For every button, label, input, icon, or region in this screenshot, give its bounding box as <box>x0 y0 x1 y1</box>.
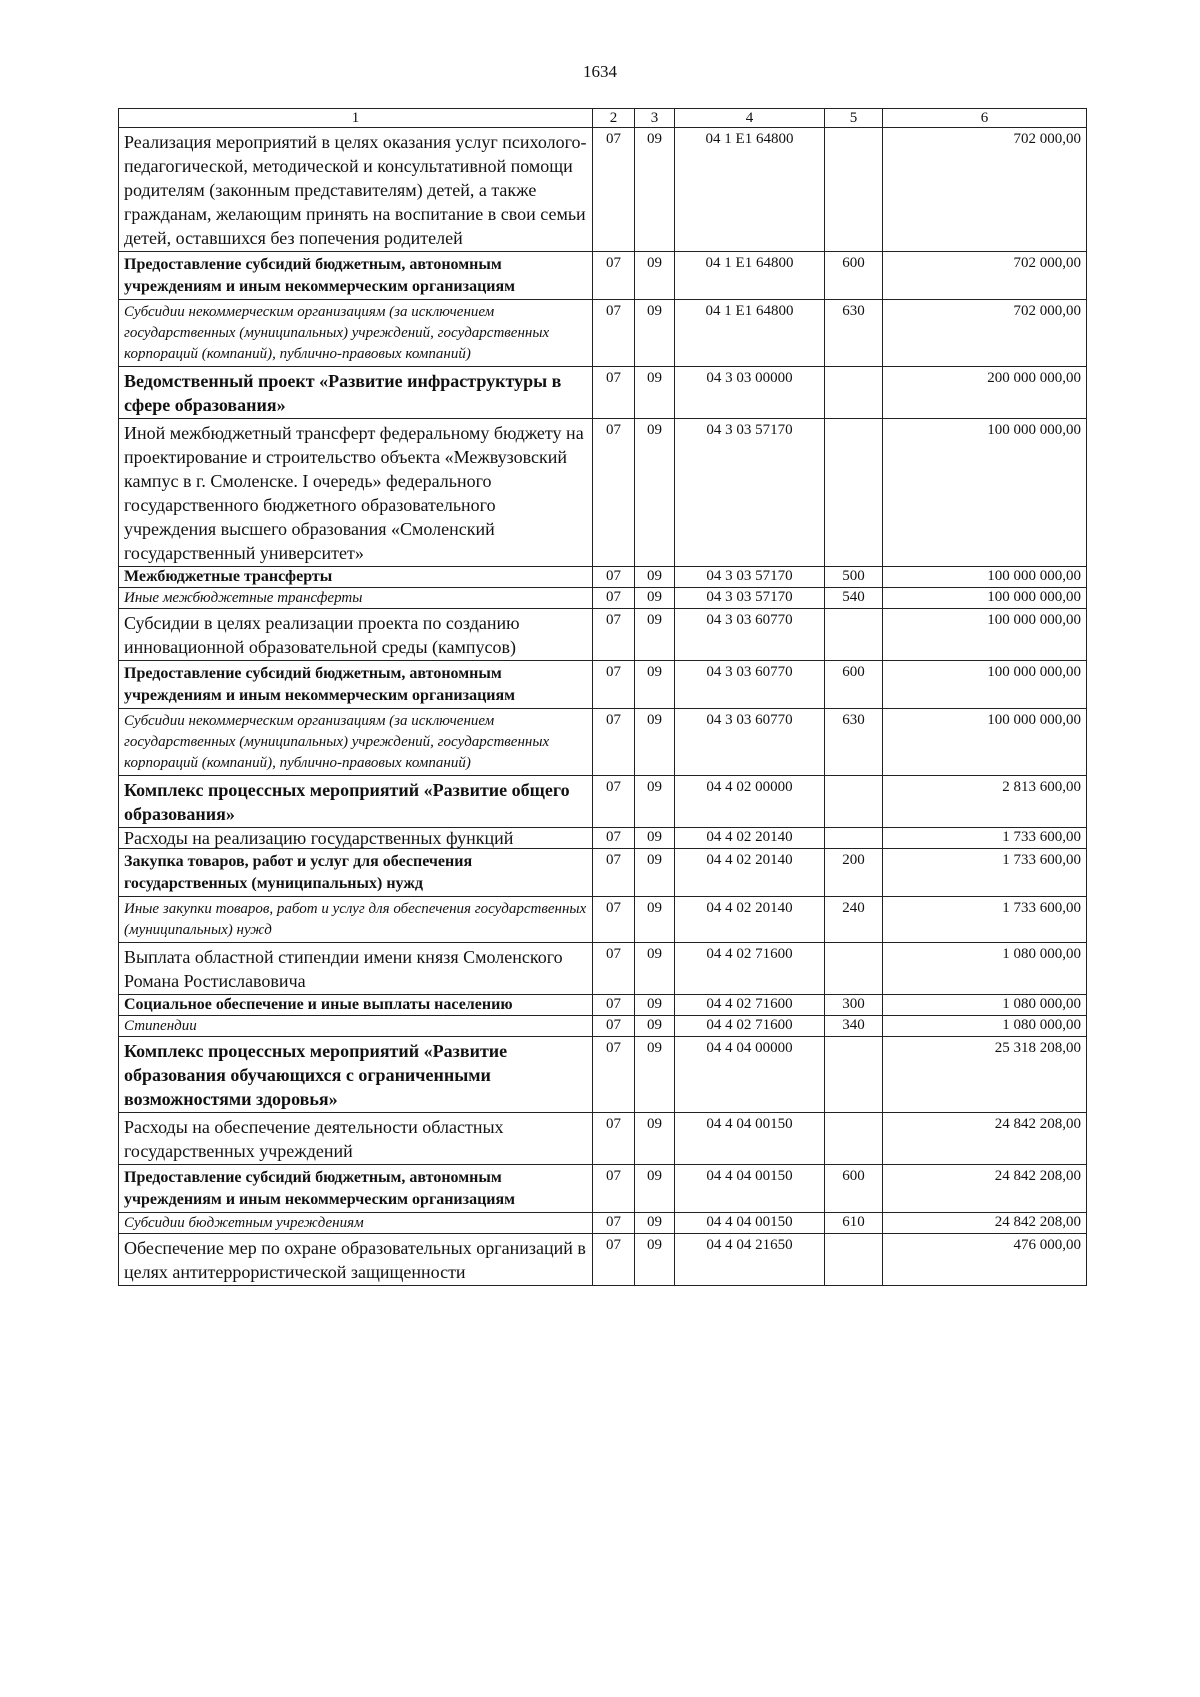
row-target-article: 04 3 03 60770 <box>675 609 825 661</box>
row-expense-type <box>825 943 883 995</box>
table-row <box>119 943 1087 995</box>
row-subsection-code: 09 <box>635 776 675 828</box>
row-target-article: 04 1 E1 64800 <box>675 128 825 252</box>
row-name: Субсидии некоммерческим организациям (за исключением государственных (муниципальных) учреждений, государственных корпораций (компаний), публично-правовых компаний) <box>119 709 593 776</box>
row-name: Субсидии в целях реализации проекта по созданию инновационной образовательной среды (кампусов) <box>119 609 593 661</box>
table-row <box>119 828 1087 849</box>
row-expense-type <box>825 776 883 828</box>
row-subsection-code: 09 <box>635 828 675 849</box>
row-section-code: 07 <box>593 1016 635 1037</box>
row-subsection-code: 09 <box>635 661 675 709</box>
row-name: Предоставление субсидий бюджетным, автономным учреждениям и иным некоммерческим организациям <box>119 1165 593 1213</box>
row-section-code: 07 <box>593 1113 635 1165</box>
row-name: Предоставление субсидий бюджетным, автономным учреждениям и иным некоммерческим организациям <box>119 252 593 300</box>
row-expense-type: 600 <box>825 1165 883 1213</box>
header-cell-6: 6 <box>883 109 1087 128</box>
row-name: Ведомственный проект «Развитие инфраструктуры в сфере образования» <box>119 367 593 419</box>
row-subsection-code: 09 <box>635 128 675 252</box>
row-expense-type: 630 <box>825 300 883 367</box>
row-section-code: 07 <box>593 1037 635 1113</box>
row-name: Комплекс процессных мероприятий «Развитие образования обучающихся с ограниченными возможностями здоровья» <box>119 1037 593 1113</box>
row-amount: 1 080 000,00 <box>883 943 1087 995</box>
table-row <box>119 588 1087 609</box>
row-target-article: 04 4 02 20140 <box>675 849 825 897</box>
row-subsection-code: 09 <box>635 252 675 300</box>
row-target-article: 04 3 03 00000 <box>675 367 825 419</box>
row-section-code: 07 <box>593 776 635 828</box>
row-section-code: 07 <box>593 709 635 776</box>
row-target-article: 04 4 02 71600 <box>675 943 825 995</box>
row-subsection-code: 09 <box>635 897 675 943</box>
row-expense-type <box>825 1037 883 1113</box>
table-row <box>119 609 1087 661</box>
row-expense-type <box>825 1234 883 1286</box>
row-name: Предоставление субсидий бюджетным, автономным учреждениям и иным некоммерческим организациям <box>119 661 593 709</box>
row-target-article: 04 4 02 00000 <box>675 776 825 828</box>
header-cell-2: 2 <box>593 109 635 128</box>
row-subsection-code: 09 <box>635 849 675 897</box>
row-name: Иной межбюджетный трансферт федеральному бюджету на проектирование и строительство объекта «Межвузовский кампус в г. Смоленске. I очередь» федерального государственного бюджетного образовательного учреждения высшего образования «Смоленский государственный университет» <box>119 419 593 567</box>
table-row <box>119 776 1087 828</box>
row-target-article: 04 4 02 20140 <box>675 897 825 943</box>
row-amount: 1 080 000,00 <box>883 995 1087 1016</box>
table-row <box>119 849 1087 897</box>
row-name: Иные межбюджетные трансферты <box>119 588 593 609</box>
table-row <box>119 1165 1087 1213</box>
row-section-code: 07 <box>593 661 635 709</box>
table-row <box>119 128 1087 252</box>
row-target-article: 04 1 E1 64800 <box>675 252 825 300</box>
row-target-article: 04 3 03 57170 <box>675 588 825 609</box>
row-subsection-code: 09 <box>635 1213 675 1234</box>
row-subsection-code: 09 <box>635 1165 675 1213</box>
row-amount: 1 733 600,00 <box>883 828 1087 849</box>
row-subsection-code: 09 <box>635 300 675 367</box>
row-expense-type: 300 <box>825 995 883 1016</box>
header-row <box>119 109 1087 128</box>
row-amount: 25 318 208,00 <box>883 1037 1087 1113</box>
row-expense-type: 200 <box>825 849 883 897</box>
row-amount: 100 000 000,00 <box>883 419 1087 567</box>
row-target-article: 04 4 04 21650 <box>675 1234 825 1286</box>
row-section-code: 07 <box>593 1234 635 1286</box>
row-amount: 2 813 600,00 <box>883 776 1087 828</box>
row-target-article: 04 4 04 00000 <box>675 1037 825 1113</box>
row-subsection-code: 09 <box>635 943 675 995</box>
row-expense-type: 340 <box>825 1016 883 1037</box>
row-section-code: 07 <box>593 419 635 567</box>
row-amount: 100 000 000,00 <box>883 567 1087 588</box>
row-subsection-code: 09 <box>635 609 675 661</box>
header-cell-5: 5 <box>825 109 883 128</box>
table-row <box>119 1213 1087 1234</box>
row-subsection-code: 09 <box>635 588 675 609</box>
row-target-article: 04 4 02 20140 <box>675 828 825 849</box>
row-name: Иные закупки товаров, работ и услуг для обеспечения государственных (муниципальных) нужд <box>119 897 593 943</box>
row-section-code: 07 <box>593 849 635 897</box>
row-section-code: 07 <box>593 828 635 849</box>
row-section-code: 07 <box>593 1165 635 1213</box>
row-amount: 1 733 600,00 <box>883 849 1087 897</box>
table-row <box>119 419 1087 567</box>
row-amount: 24 842 208,00 <box>883 1113 1087 1165</box>
table-body <box>119 109 1087 1286</box>
row-amount: 1 733 600,00 <box>883 897 1087 943</box>
row-subsection-code: 09 <box>635 995 675 1016</box>
row-name: Закупка товаров, работ и услуг для обеспечения государственных (муниципальных) нужд <box>119 849 593 897</box>
table-row <box>119 661 1087 709</box>
row-subsection-code: 09 <box>635 1016 675 1037</box>
row-name: Выплата областной стипендии имени князя Смоленского Романа Ростиславовича <box>119 943 593 995</box>
row-name: Реализация мероприятий в целях оказания услуг психолого-педагогической, методической и консультативной помощи родителям (законным представителям) детей, а также гражданам, желающим принять на воспитание в свои семьи детей, оставшихся без попечения родителей <box>119 128 593 252</box>
row-expense-type: 610 <box>825 1213 883 1234</box>
row-target-article: 04 3 03 57170 <box>675 567 825 588</box>
row-target-article: 04 4 02 71600 <box>675 995 825 1016</box>
row-expense-type: 600 <box>825 252 883 300</box>
row-target-article: 04 1 E1 64800 <box>675 300 825 367</box>
table-row <box>119 1016 1087 1037</box>
row-expense-type: 500 <box>825 567 883 588</box>
row-target-article: 04 3 03 60770 <box>675 661 825 709</box>
row-expense-type <box>825 609 883 661</box>
budget-table <box>118 108 1087 1286</box>
row-section-code: 07 <box>593 609 635 661</box>
row-expense-type <box>825 1113 883 1165</box>
row-amount: 100 000 000,00 <box>883 709 1087 776</box>
row-section-code: 07 <box>593 367 635 419</box>
table-row <box>119 567 1087 588</box>
table-row <box>119 709 1087 776</box>
page-number: 1634 <box>583 62 617 81</box>
table-row <box>119 1113 1087 1165</box>
row-section-code: 07 <box>593 252 635 300</box>
row-expense-type: 600 <box>825 661 883 709</box>
row-section-code: 07 <box>593 567 635 588</box>
row-target-article: 04 3 03 60770 <box>675 709 825 776</box>
row-amount: 100 000 000,00 <box>883 588 1087 609</box>
row-subsection-code: 09 <box>635 1037 675 1113</box>
row-name: Субсидии некоммерческим организациям (за исключением государственных (муниципальных) учреждений, государственных корпораций (компаний), публично-правовых компаний) <box>119 300 593 367</box>
header-cell-4: 4 <box>675 109 825 128</box>
row-name: Расходы на обеспечение деятельности областных государственных учреждений <box>119 1113 593 1165</box>
row-subsection-code: 09 <box>635 419 675 567</box>
row-name: Стипендии <box>119 1016 593 1037</box>
row-section-code: 07 <box>593 897 635 943</box>
row-amount: 100 000 000,00 <box>883 609 1087 661</box>
row-amount: 100 000 000,00 <box>883 661 1087 709</box>
row-name: Субсидии бюджетным учреждениям <box>119 1213 593 1234</box>
header-cell-3: 3 <box>635 109 675 128</box>
table-row <box>119 367 1087 419</box>
row-subsection-code: 09 <box>635 1113 675 1165</box>
row-expense-type: 630 <box>825 709 883 776</box>
row-amount: 702 000,00 <box>883 128 1087 252</box>
row-subsection-code: 09 <box>635 367 675 419</box>
row-expense-type: 240 <box>825 897 883 943</box>
row-name: Комплекс процессных мероприятий «Развитие общего образования» <box>119 776 593 828</box>
row-target-article: 04 4 04 00150 <box>675 1165 825 1213</box>
row-name: Социальное обеспечение и иные выплаты населению <box>119 995 593 1016</box>
row-expense-type <box>825 128 883 252</box>
row-amount: 200 000 000,00 <box>883 367 1087 419</box>
row-section-code: 07 <box>593 128 635 252</box>
row-subsection-code: 09 <box>635 1234 675 1286</box>
row-name: Межбюджетные трансферты <box>119 567 593 588</box>
row-amount: 476 000,00 <box>883 1234 1087 1286</box>
table-row <box>119 897 1087 943</box>
row-section-code: 07 <box>593 1213 635 1234</box>
table-row <box>119 1037 1087 1113</box>
row-target-article: 04 4 02 71600 <box>675 1016 825 1037</box>
row-target-article: 04 4 04 00150 <box>675 1113 825 1165</box>
row-section-code: 07 <box>593 943 635 995</box>
row-expense-type: 540 <box>825 588 883 609</box>
row-expense-type <box>825 367 883 419</box>
row-section-code: 07 <box>593 588 635 609</box>
table-row <box>119 995 1087 1016</box>
table-row <box>119 1234 1087 1286</box>
row-section-code: 07 <box>593 995 635 1016</box>
row-subsection-code: 09 <box>635 567 675 588</box>
row-target-article: 04 4 04 00150 <box>675 1213 825 1234</box>
row-expense-type <box>825 419 883 567</box>
row-target-article: 04 3 03 57170 <box>675 419 825 567</box>
row-expense-type <box>825 828 883 849</box>
row-subsection-code: 09 <box>635 709 675 776</box>
row-amount: 24 842 208,00 <box>883 1213 1087 1234</box>
row-amount: 1 080 000,00 <box>883 1016 1087 1037</box>
row-name: Обеспечение мер по охране образовательных организаций в целях антитеррористической защищенности <box>119 1234 593 1286</box>
row-amount: 24 842 208,00 <box>883 1165 1087 1213</box>
table-row <box>119 252 1087 300</box>
table-row <box>119 300 1087 367</box>
row-amount: 702 000,00 <box>883 252 1087 300</box>
row-section-code: 07 <box>593 300 635 367</box>
header-cell-1: 1 <box>119 109 593 128</box>
row-name: Расходы на реализацию государственных функций <box>119 828 593 849</box>
row-amount: 702 000,00 <box>883 300 1087 367</box>
